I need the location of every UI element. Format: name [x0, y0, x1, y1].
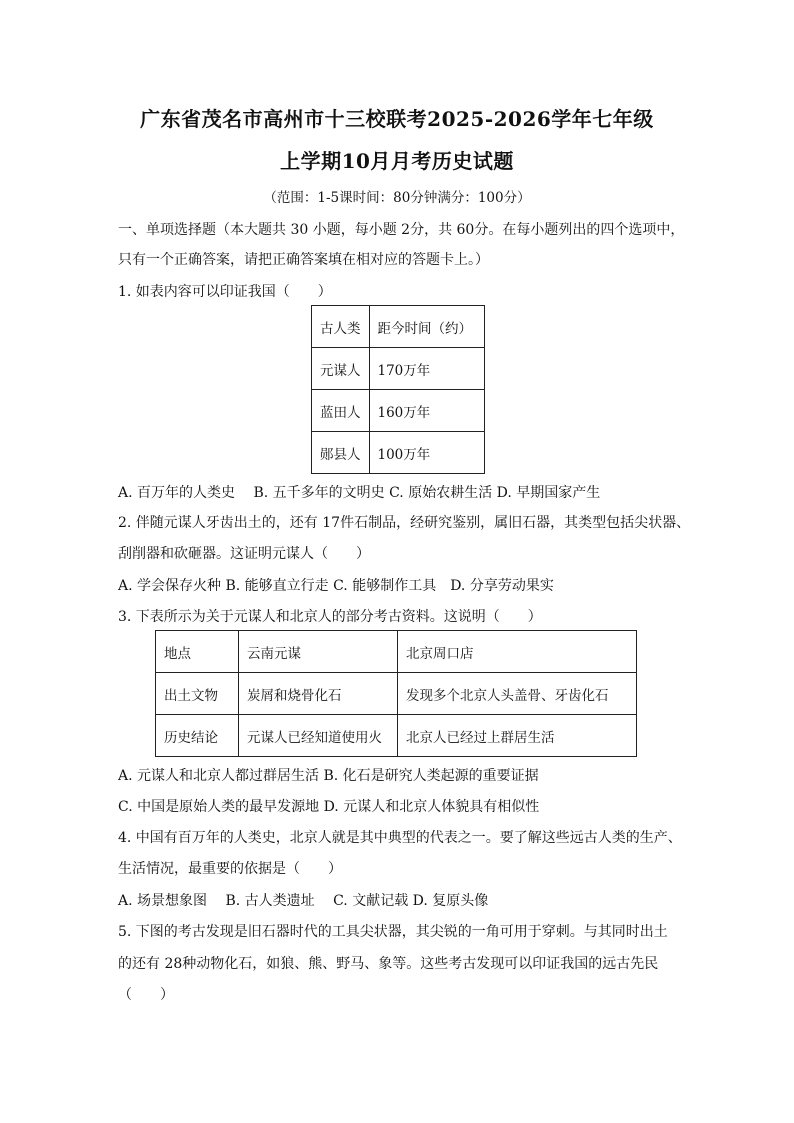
- table-row: [156, 673, 637, 715]
- table-header-cell: 古人类: [312, 306, 370, 348]
- table-cell: 郧县人: [312, 432, 370, 474]
- table-row: [312, 348, 485, 390]
- table-cell: 历史结论: [156, 715, 239, 757]
- table-row: [312, 432, 485, 474]
- table-cell: 160万年: [369, 390, 484, 432]
- q1-options: A. 百万年的人类史 B. 五千多年的文明史 C. 原始农耕生活 D. 早期国家产生: [118, 485, 601, 501]
- table-cell: 北京周口店: [398, 631, 637, 673]
- table-row: [312, 390, 485, 432]
- q4-stem-line1: 4. 中国有百万年的人类史，北京人就是其中典型的代表之一。要了解这些远古人类的生产、: [118, 830, 682, 846]
- q5-stem-line1: 5. 下图的考古发现是旧石器时代的工具尖状器，其尖锐的一角可用于穿刺。与其同时出土: [118, 924, 668, 940]
- table-cell: 炭屑和烧骨化石: [239, 673, 398, 715]
- table-cell: 云南元谋: [239, 631, 398, 673]
- table-cell: 元谋人: [312, 348, 370, 390]
- table-cell: 出土文物: [156, 673, 239, 715]
- table-cell: 100万年: [369, 432, 484, 474]
- table-cell: 地点: [156, 631, 239, 673]
- q1-table: [311, 305, 485, 474]
- exam-title-line2: 上学期10月月考历史试题: [280, 149, 514, 173]
- exam-subtitle: （范围：1-5课时间：80分钟满分：100分）: [263, 190, 531, 206]
- table-cell: 北京人已经过上群居生活: [398, 715, 637, 757]
- q3-options-line1: A. 元谋人和北京人都过群居生活 B. 化石是研究人类起源的重要证据: [118, 768, 539, 784]
- table-row: [156, 631, 637, 673]
- q2-options: A. 学会保存火种 B. 能够直立行走 C. 能够制作工具 D. 分享劳动果实: [118, 578, 554, 594]
- table-cell: 蓝田人: [312, 390, 370, 432]
- table-header-row: [312, 306, 485, 348]
- q3-table: [155, 630, 637, 757]
- q5-stem-line3: （ ）: [118, 987, 174, 1003]
- q1-stem: 1. 如表内容可以印证我国（ ）: [118, 284, 332, 300]
- table-row: [156, 715, 637, 757]
- q3-stem: 3. 下表所示为关于元谋人和北京人的部分考古资料。这说明（ ）: [118, 609, 542, 625]
- section-instruction-line1: 一、单项选择题（本大题共 30 小题，每小题 2分，共 60分。在每小题列出的四个选项中，: [118, 222, 685, 238]
- table-cell: 发现多个北京人头盖骨、牙齿化石: [398, 673, 637, 715]
- q4-options: A. 场景想象图 B. 古人类遗址 C. 文献记载 D. 复原头像: [118, 893, 489, 909]
- table-cell: 元谋人已经知道使用火: [239, 715, 398, 757]
- q3-options-line2: C. 中国是原始人类的最早发源地 D. 元谋人和北京人体貌具有相似性: [118, 799, 540, 815]
- q2-stem-line1: 2. 伴随元谋人牙齿出土的，还有 17件石制品，经研究鉴别，属旧石器，其类型包括尖状器、: [118, 515, 691, 531]
- q2-stem-line2: 刮削器和砍砸器。这证明元谋人（ ）: [118, 546, 370, 562]
- section-instruction-line2: 只有一个正确答案，请把正确答案填在相对应的答题卡上。）: [118, 252, 489, 268]
- table-cell: 170万年: [369, 348, 484, 390]
- q4-stem-line2: 生活情况，最重要的依据是（ ）: [118, 861, 342, 877]
- q5-stem-line2: 的还有 28种动物化石，如狼、熊、野马、象等。这些考古发现可以印证我国的远古先民: [118, 956, 659, 972]
- exam-title-line1: 广东省茂名市高州市十三校联考2025-2026学年七年级: [140, 107, 654, 131]
- table-header-cell: 距今时间（约）: [369, 306, 484, 348]
